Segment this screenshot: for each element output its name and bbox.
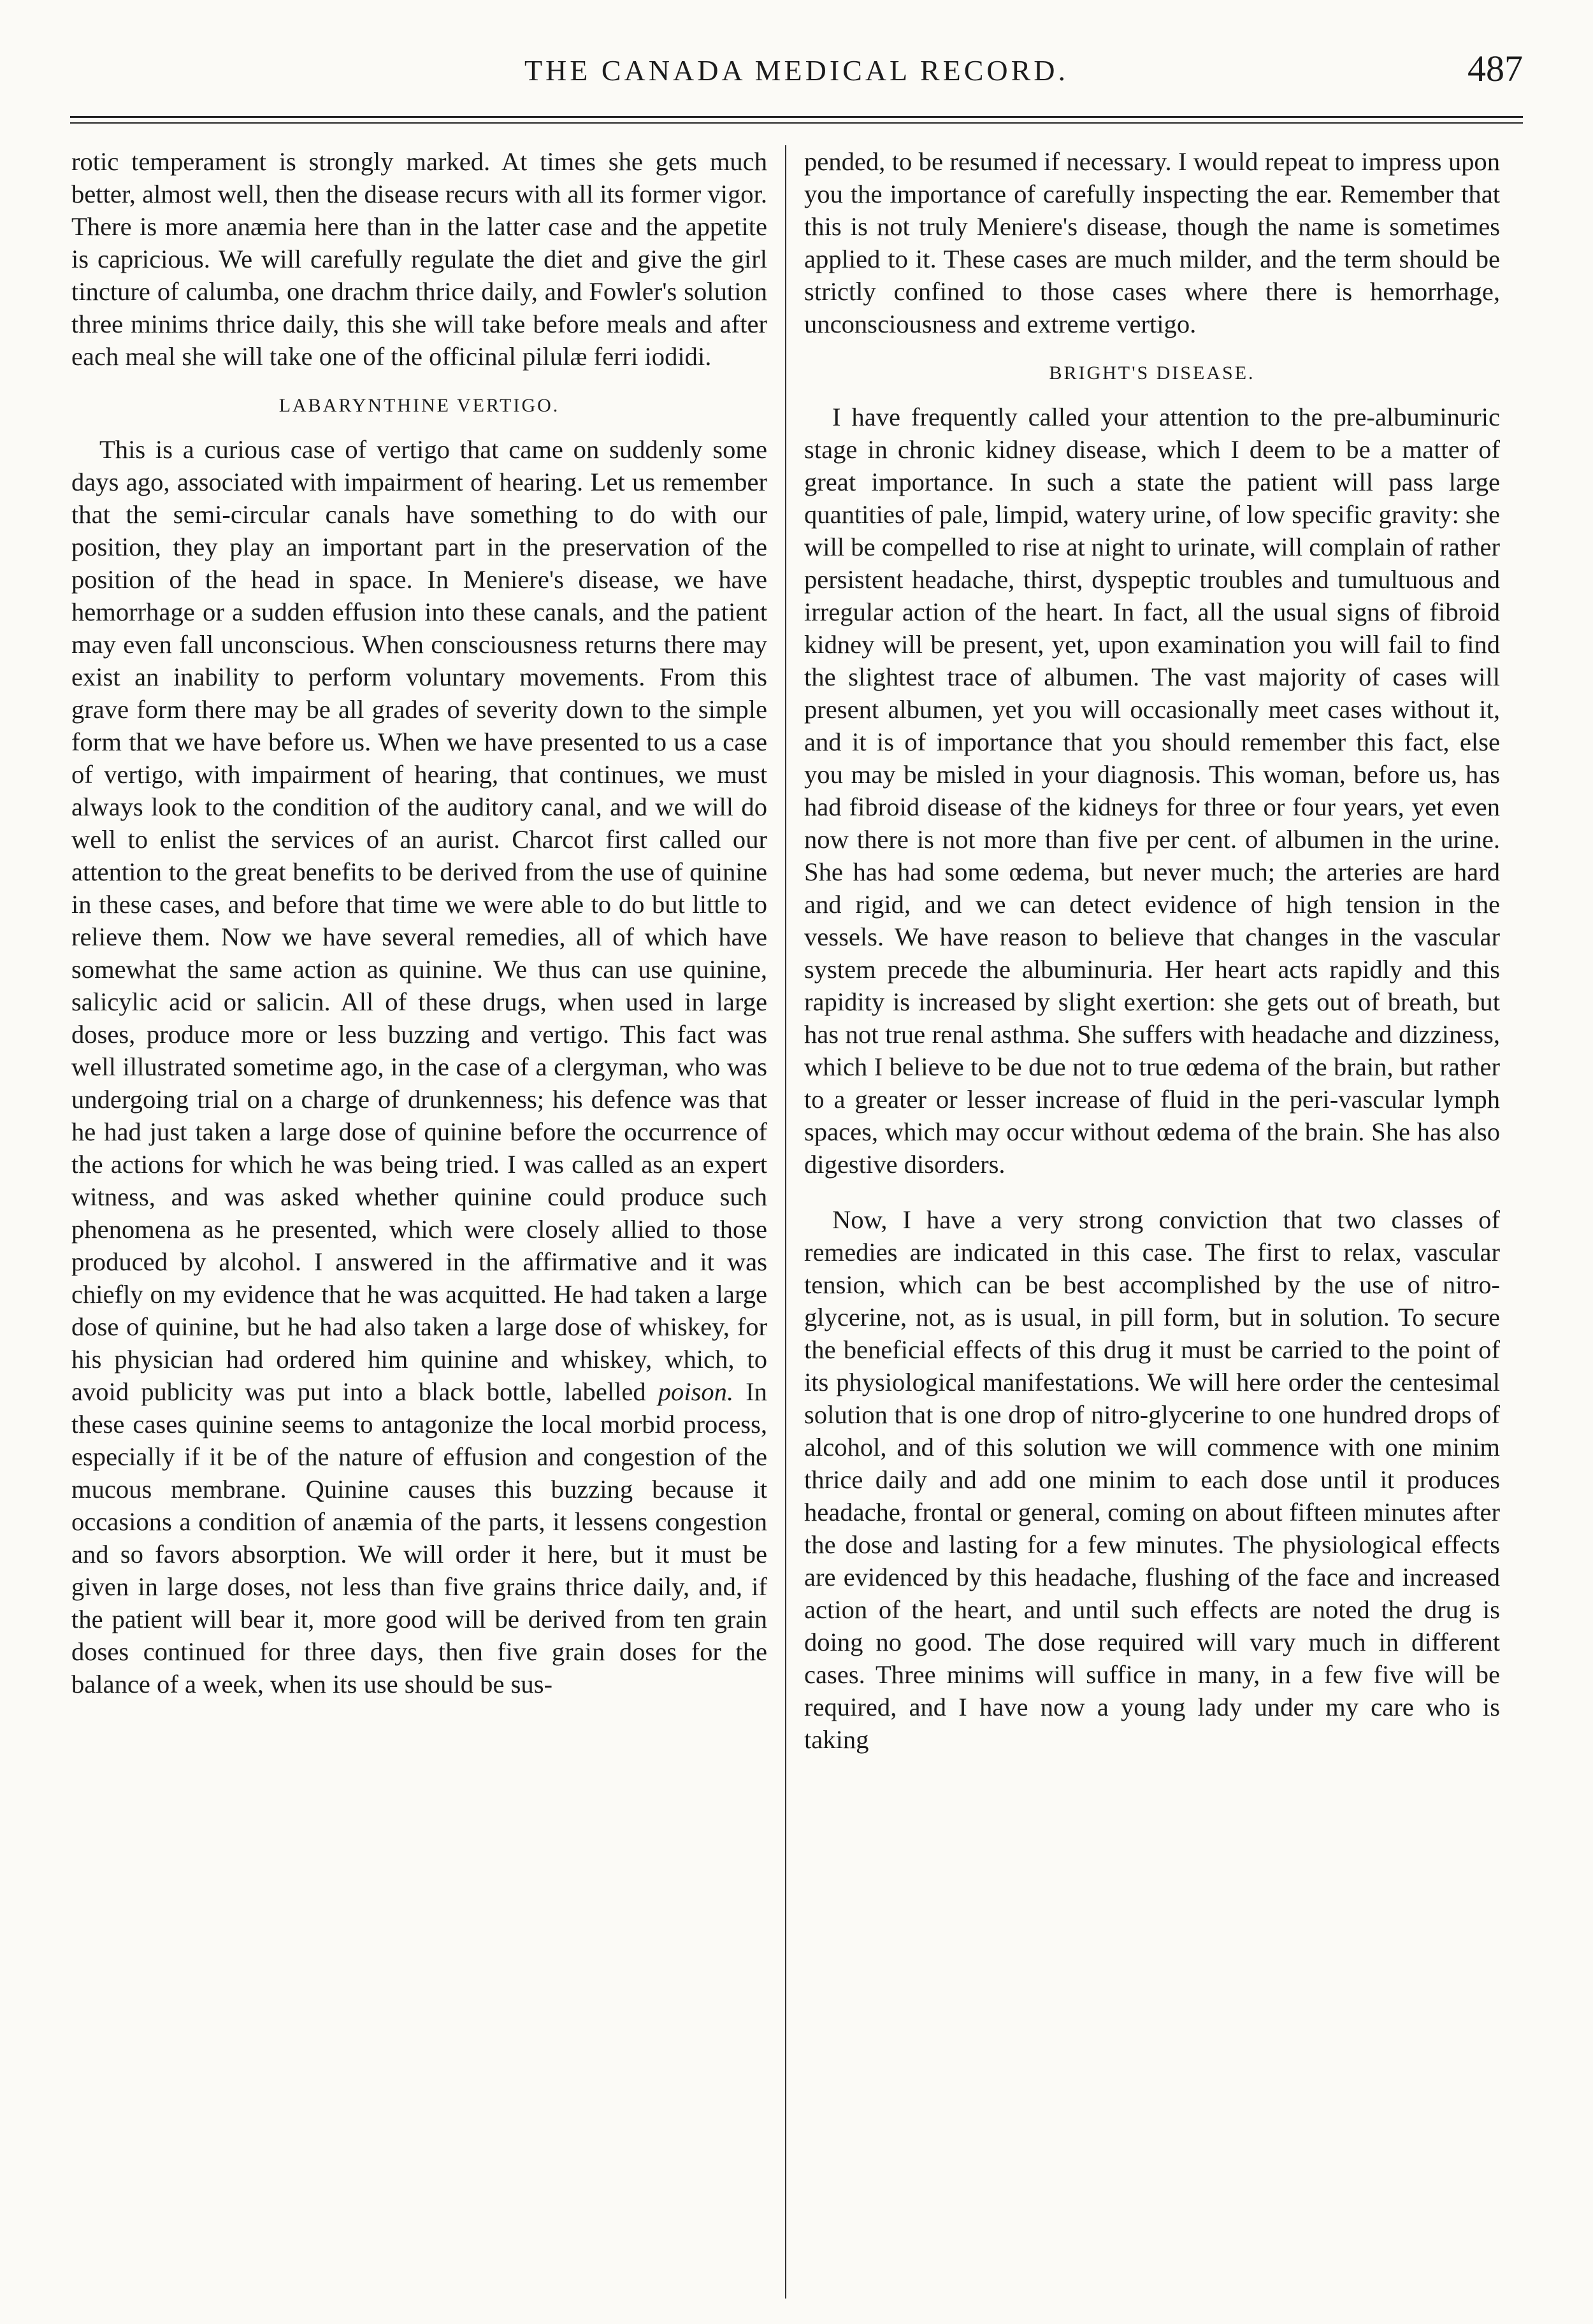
paragraph-text: This is a curious case of vertigo that came on suddenly some days ago, associated with impairment of hearing. Let us remember that the semi-circular canals have something to do with our position, they play an important part in the preservation of the position of the head in space. In Meniere's disease, we have hemorrhage or a sudden effusion into these canals, and the patient may even fall unconscious. When consciousness returns there may exist an inability to perform voluntary movements. From this grave form there may be all grades of severity down to the simple form that we have before us. When we have presented to us a case of vertigo, with impairment of hearing, that continues, we must always look to the condition of the auditory canal, and we will do well to enlist the services of an aurist. Charcot first called our attention to the great benefits to be derived from the use of quinine in these cases, and before that time we were able to do but little to relieve them. Now we have several remedies, all of which have somewhat the same action as quinine. We thus can use quinine, salicylic acid or salicin. All of these drugs, when used in large doses, produce more or less buzzing and vertigo. This fact was well illustrated sometime ago, in the case of a clergyman, who was undergoing trial on a charge of drunkenness; his defence was that he had just taken a large dose of quinine before the occurrence of the actions for which he was being tried. I was called as an expert witness, and was asked whether quinine could produce such phenomena as he presented, which were closely allied to those produced by alcohol. I answered in the affirmative and it was chiefly on my evidence that he was acquitted. He had taken a large dose of quinine, but he had also taken a large dose of whiskey, for his physician had ordered him quinine and whiskey, which, to avoid publicity was put into a black bottle, labelled (71, 435, 767, 1406)
paragraph: I have frequently called your attention to the pre-albuminuric stage in chronic kidney disease, which I deem to be a matter of great importance. In such a state the patient will pass large quantities of pale, limpid, watery urine, of low specific gravity: she will be compelled to rise at night to urinate, will complain of rather persistent headache, thirst, dyspeptic troubles and tumultuous and irregular action of the heart. In fact, all the usual signs of fibroid kidney will be present, yet, upon examination you will fail to find the slightest trace of albumen. The vast majority of cases will present albumen, yet you will occasionally meet cases without it, and it is of importance that you should remember this fact, else you may be misled in your diagnosis. This woman, before us, has had fibroid disease of the kidneys for three or four years, yet even now there is not more than five per cent. of albumen in the urine. She has had some œdema, but never much; the arteries are hard and rigid, and we can detect evidence of high tension in the vessels. We have reason to believe that changes in the vascular system precede the albuminuria. Her heart acts rapidly and this rapidity is increased by slight exertion: she gets out of breath, but has not true renal asthma. She suffers with headache and dizziness, which I believe to be due not to true œdema of the brain, but rather to a greater or lesser increase of fluid in the peri-vascular lymph spaces, which may occur without œdema of the brain. She has also digestive disorders. (804, 403, 1500, 1179)
paragraph-text: In these cases quinine seems to antagonize the local morbid process, especially if it be of the nature of effusion and congestion of the mucous membrane. Quinine causes this buzzing because it occasions a condition of anæmia of the parts, it lessens congestion and so favors absorption. We will order it here, but it must be given in large doses, not less than five grains thrice daily, and, if the patient will bear it, more good will be derived from ten grain doses continued for three days, then five grain doses for the balance of a week, when its use should be sus- (71, 1377, 767, 1698)
header-rule-thick (70, 116, 1523, 118)
paragraph: rotic temperament is strongly marked. At times she gets much better, almost well, then the disease recurs with all its former vigor. There is more anæmia here than in the latter case and the appetite is capricious. We will carefully regulate the diet and give the girl tincture of calumba, one drachm thrice daily, and Fowler's solution three minims thrice daily, this she will take before meals and after each meal she will take one of the officinal pilulæ ferri iodidi. (71, 147, 767, 371)
section-heading-brights-disease: BRIGHT'S DISEASE. (1049, 362, 1255, 384)
paragraph: pended, to be resumed if necessary. I would repeat to impress upon you the importance of carefully inspecting the ear. Remember that this is not truly Meniere's disease, though the name is sometimes applied to it. These cases are much milder, and the term should be strictly confined to those cases where there is hemorrhage, unconsciousness and extreme vertigo. (804, 147, 1500, 338)
header-rule-thin (70, 122, 1523, 124)
italic-text: poison. (658, 1377, 734, 1406)
page-header (70, 47, 1523, 104)
section-heading-labyrinthine-vertigo: LABARYNTHINE VERTIGO. (278, 395, 560, 416)
paragraph (71, 433, 767, 1700)
page-number: 487 (1467, 48, 1523, 89)
paragraph: Now, I have a very strong conviction that two classes of remedies are indicated in this case. The first to relax, vascular tension, which can be best accomplished by the use of nitro-glycerine, not, as is usual, in pill form, but in solution. To secure the beneficial effects of this drug it must be carried to the point of its physiological manifestations. We will here order the centesimal solution that is one drop of nitro-glycerine to one hundred drops of alcohol, and of this solution we will commence with one minim thrice daily and add one minim to each dose until it produces headache, frontal or general, coming on about fifteen minutes after the dose and lasting for a few minutes. The physiological effects are evidenced by this headache, flushing of the face and increased action of the heart, and until such effects are noted the drug is doing no good. The dose required will vary much in different cases. Three minims will suffice in many, in a few five will be required, and I have now a young lady under my care who is taking (804, 1205, 1500, 1754)
right-column (804, 145, 1500, 2299)
left-column (71, 145, 767, 2299)
column-divider (785, 145, 786, 2299)
running-title: THE CANADA MEDICAL RECORD. (524, 54, 1069, 87)
